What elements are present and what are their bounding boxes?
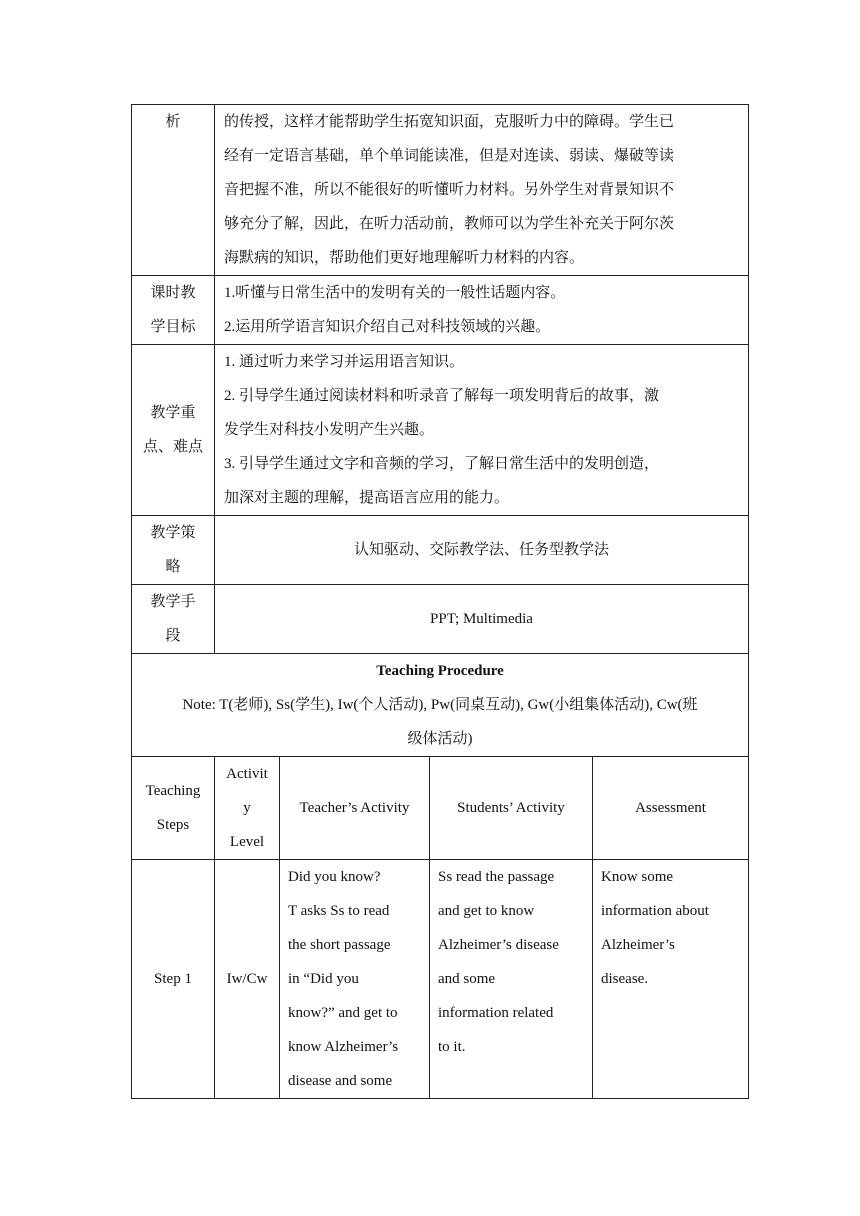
analysis-line: 海默病的知识，帮助他们更好地理解听力材料的内容。 bbox=[224, 250, 585, 266]
key-point-line: 3. 引导学生通过文字和音频的学习，了解日常生活中的发明创造， bbox=[224, 456, 660, 472]
lesson-plan-table bbox=[131, 104, 749, 1099]
strategy-label-line: 教学策 bbox=[150, 525, 196, 541]
strategy-value: 认知驱动、交际教学法、任务型教学法 bbox=[215, 516, 749, 585]
header-steps-line: Steps bbox=[156, 817, 190, 833]
step1-level: Iw/Cw bbox=[215, 860, 280, 1099]
step1-students-activity bbox=[430, 860, 593, 1099]
key-point-line: 加深对主题的理解，提高语言应用的能力。 bbox=[224, 490, 510, 506]
header-teaching-steps bbox=[132, 757, 215, 860]
key-points-label-line: 点、难点 bbox=[142, 439, 203, 455]
header-teacher-activity: Teacher’s Activity bbox=[280, 757, 430, 860]
procedure-heading-row bbox=[132, 654, 749, 757]
procedure-note: 级体活动) bbox=[407, 731, 473, 747]
means-value: PPT; Multimedia bbox=[215, 585, 749, 654]
key-points-label bbox=[132, 345, 215, 516]
step1-row bbox=[132, 860, 749, 1099]
analysis-content bbox=[215, 105, 749, 276]
header-students-activity: Students’ Activity bbox=[430, 757, 593, 860]
students-line: Ss read the passage bbox=[438, 869, 555, 885]
procedure-title: Teaching Procedure bbox=[376, 663, 504, 679]
students-line: Alzheimer’s disease bbox=[438, 937, 559, 953]
step1-step: Step 1 bbox=[132, 860, 215, 1099]
students-line: and get to know bbox=[438, 903, 535, 919]
teacher-line: disease and some bbox=[288, 1073, 393, 1089]
teacher-line: Did you know? bbox=[288, 869, 381, 885]
step1-assessment bbox=[593, 860, 749, 1099]
students-line: to it. bbox=[438, 1039, 466, 1055]
key-points-row bbox=[132, 345, 749, 516]
objectives-row bbox=[132, 276, 749, 345]
objectives-label bbox=[132, 276, 215, 345]
analysis-label-text: 析 bbox=[165, 114, 181, 130]
objectives-content bbox=[215, 276, 749, 345]
strategy-label bbox=[132, 516, 215, 585]
key-point-line: 发学生对科技小发明产生兴趣。 bbox=[224, 422, 435, 438]
objective-item: 1.听懂与日常生活中的发明有关的一般性话题内容。 bbox=[224, 285, 566, 301]
header-level-line: Activit bbox=[226, 766, 268, 782]
means-label-line: 段 bbox=[165, 628, 181, 644]
objectives-label-line: 课时教 bbox=[150, 285, 196, 301]
teacher-line: T asks Ss to read bbox=[288, 903, 390, 919]
key-points-label-line: 教学重 bbox=[150, 405, 196, 421]
assessment-line: information about bbox=[601, 903, 709, 919]
procedure-note: Note: T(老师), Ss(学生), Iw(个人活动), Pw(同桌互动), Gw(小组集体活动), Cw(班 bbox=[182, 697, 698, 713]
analysis-line: 经有一定语言基础，单个单词能读准，但是对连读、弱读、爆破等读 bbox=[224, 148, 675, 164]
header-level-line: y bbox=[243, 800, 251, 816]
strategy-label-line: 略 bbox=[165, 559, 181, 575]
teacher-line: know?” and get to bbox=[288, 1005, 398, 1021]
analysis-line: 够充分了解，因此，在听力活动前，教师可以为学生补充关于阿尔茨 bbox=[224, 216, 675, 232]
means-label-line: 教学手 bbox=[150, 594, 196, 610]
teacher-line: know Alzheimer’s bbox=[288, 1039, 399, 1055]
step1-teacher-activity bbox=[280, 860, 430, 1099]
strategy-row bbox=[132, 516, 749, 585]
analysis-line: 的传授，这样才能帮助学生拓宽知识面，克服听力中的障碍。学生已 bbox=[224, 114, 675, 130]
assessment-line: disease. bbox=[601, 971, 649, 987]
teacher-line: in “Did you bbox=[288, 971, 359, 987]
key-point-line: 2. 引导学生通过阅读材料和听录音了解每一项发明背后的故事，激 bbox=[224, 388, 660, 404]
assessment-line: Alzheimer’s bbox=[601, 937, 675, 953]
objectives-label-line: 学目标 bbox=[150, 319, 196, 335]
analysis-label bbox=[132, 105, 215, 276]
header-steps-line: Teaching bbox=[145, 783, 201, 799]
assessment-line: Know some bbox=[601, 869, 674, 885]
means-label bbox=[132, 585, 215, 654]
header-activity-level bbox=[215, 757, 280, 860]
students-line: and some bbox=[438, 971, 496, 987]
analysis-line: 音把握不准，所以不能很好的听懂听力材料。另外学生对背景知识不 bbox=[224, 182, 675, 198]
procedure-heading bbox=[132, 654, 749, 757]
header-level-line: Level bbox=[229, 834, 265, 850]
teacher-line: the short passage bbox=[288, 937, 391, 953]
header-assessment: Assessment bbox=[593, 757, 749, 860]
means-row bbox=[132, 585, 749, 654]
key-points-content bbox=[215, 345, 749, 516]
objective-item: 2.运用所学语言知识介绍自己对科技领域的兴趣。 bbox=[224, 319, 551, 335]
key-point-line: 1. 通过听力来学习并运用语言知识。 bbox=[224, 354, 465, 370]
analysis-row bbox=[132, 105, 749, 276]
students-line: information related bbox=[438, 1005, 554, 1021]
procedure-header-row bbox=[132, 757, 749, 860]
